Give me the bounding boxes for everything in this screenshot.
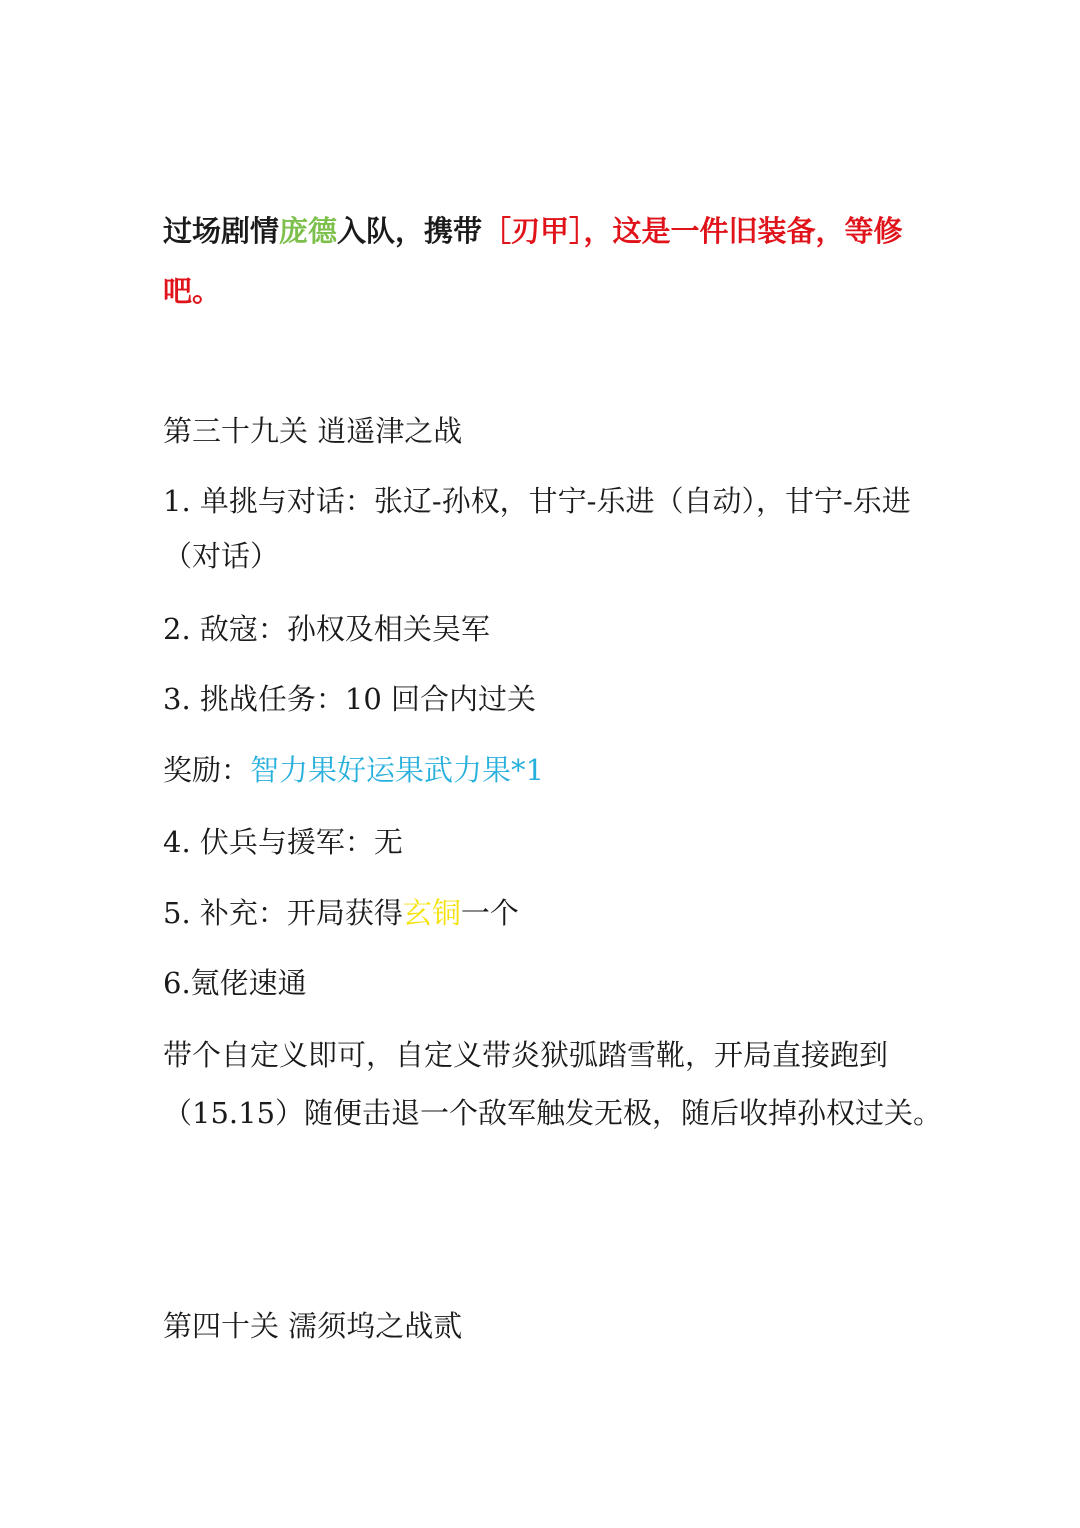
stage-39-item-4: 4. 伏兵与援军：无	[163, 825, 403, 859]
reward-label: 奖励：	[163, 753, 251, 787]
stage-39-item-3: 3. 挑战任务：10 回合内过关	[163, 682, 537, 716]
intro-line-1	[163, 213, 923, 249]
stage-39-title: 第三十九关 逍遥津之战	[163, 414, 463, 448]
intro-prefix: 过场剧情	[163, 214, 280, 248]
intro-mid: 入队，携带	[337, 214, 483, 248]
stage-39-item-1: 1. 单挑与对话：张辽-孙权，甘宁-乐进（自动），甘宁-乐进	[163, 484, 911, 518]
stage-39-item-6: 6.氪佬速通	[163, 966, 307, 1000]
character-name: 庞德	[279, 214, 338, 248]
item-5-prefix: 5. 补充：开局获得	[163, 896, 403, 930]
stage-39-reward	[163, 752, 923, 788]
intro-line-2: 吧。	[163, 274, 222, 308]
item-5-suffix: 一个	[460, 896, 519, 930]
stage-39-item-5	[163, 895, 923, 931]
reward-value: 智力果好运果武力果*1	[250, 753, 544, 787]
stage-40-title: 第四十关 濡须坞之战贰	[163, 1309, 463, 1343]
stage-39-item-1-cont: （对话）	[163, 539, 280, 573]
stage-39-desc-line-2: （15.15）随便击退一个敌军触发无极，随后收掉孙权过关。	[163, 1096, 943, 1130]
equipment-note: ［刃甲］，这是一件旧装备，等修	[482, 214, 903, 248]
stage-39-item-2: 2. 敌寇：孙权及相关吴军	[163, 612, 490, 646]
material-name: 玄铜	[402, 896, 461, 930]
stage-39-desc-line-1: 带个自定义即可，自定义带炎狱弧踏雪靴，开局直接跑到	[163, 1038, 889, 1072]
